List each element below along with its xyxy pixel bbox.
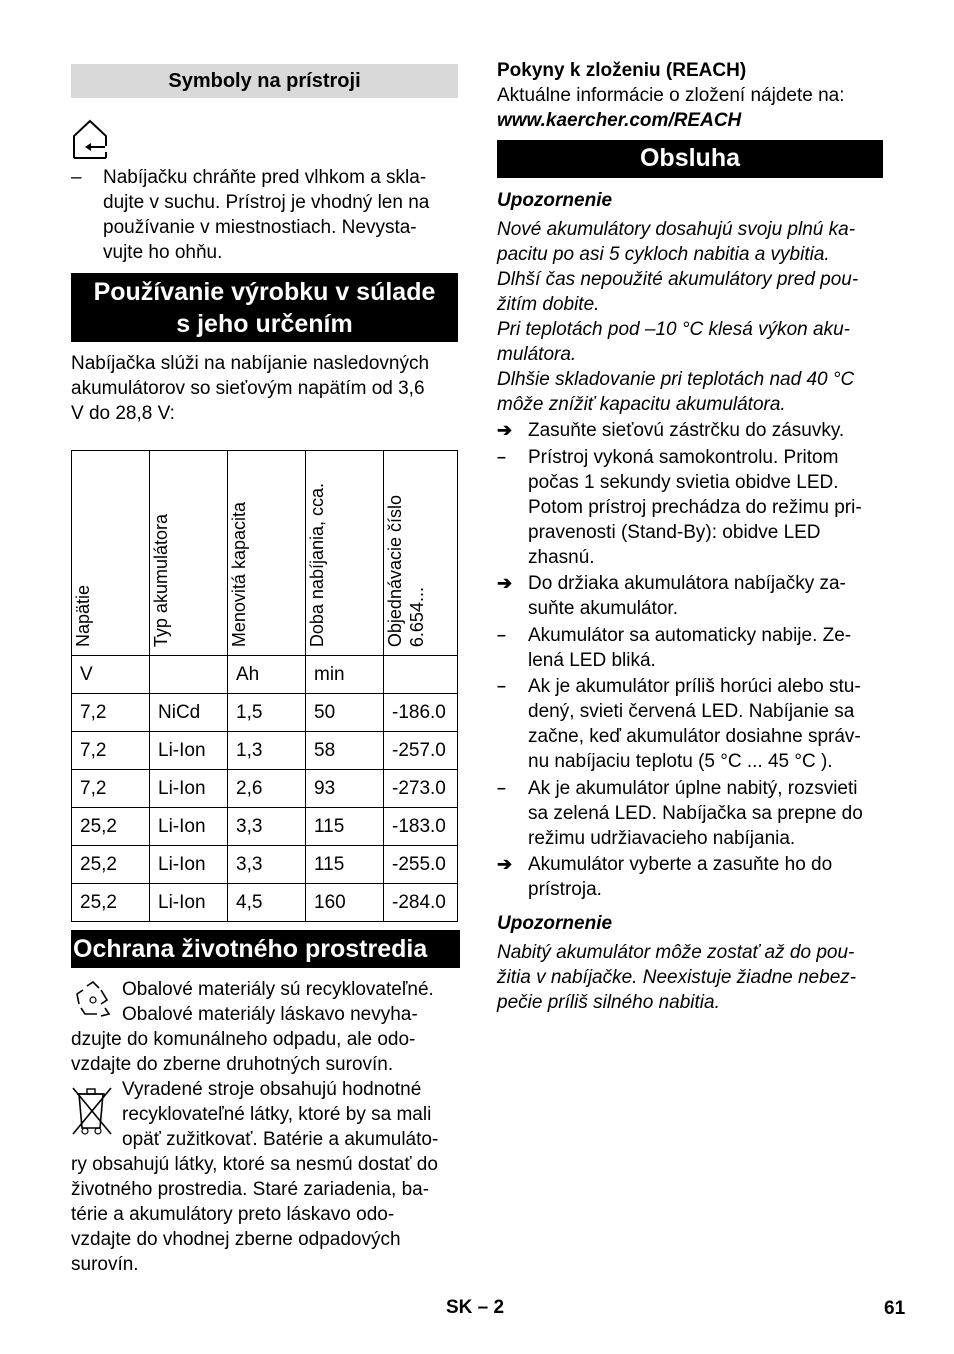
reach-text: Aktuálne informácie o zložení nájdete na: xyxy=(497,85,845,106)
table-cell: -284.0 xyxy=(384,884,458,922)
step-line: Zasuňte sieťovú zástrčku do zásuvky. xyxy=(528,420,845,441)
step-line: Do držiaka akumulátora nabíjačky za- xyxy=(528,573,846,594)
step-line: nu nabíjaciu teplotu (5 °C ... 45 °C ). xyxy=(528,751,833,772)
battery-table xyxy=(71,450,458,922)
text-line: žitím dobite. xyxy=(497,294,600,315)
note-text xyxy=(497,217,858,417)
column-header: Menovitá kapacita xyxy=(229,501,249,647)
text-line: Nabitý akumulátor môže zostať až do pou- xyxy=(497,942,855,963)
text-line: térie a akumulátory preto láskavo odo- xyxy=(71,1204,395,1225)
list-marker: – xyxy=(497,448,506,466)
usage-heading xyxy=(71,273,458,342)
text-line: recyklovateľné látky, ktoré by sa mali xyxy=(122,1104,432,1125)
table-cell: Li-Ion xyxy=(150,808,228,846)
table-cell: 3,3 xyxy=(228,846,306,884)
operation-heading: Obsluha xyxy=(497,140,883,178)
table-cell: 7,2 xyxy=(72,694,150,732)
env-text-disposal xyxy=(71,1077,438,1277)
step-line: lená LED bliká. xyxy=(528,649,656,671)
env-text-packaging xyxy=(71,977,434,1077)
table-cell: 115 xyxy=(306,846,384,884)
note2-text xyxy=(497,940,856,1015)
text-line: pečie príliš silného nabitia. xyxy=(497,992,720,1013)
step-line: prístroja. xyxy=(528,879,602,900)
table-header-row xyxy=(72,451,458,656)
table-cell: 2,6 xyxy=(228,770,306,808)
text-line: mulátora. xyxy=(497,344,577,365)
table-cell: Li-Ion xyxy=(150,846,228,884)
reach-title: Pokyny k zloženiu (REACH) xyxy=(497,60,747,81)
text-line: akumulátorov so sieťovým napätím od 3,6 xyxy=(71,378,425,399)
list-marker: – xyxy=(497,626,506,644)
text-line: Dlhší čas nepoužité akumulátory pred pou- xyxy=(497,269,859,290)
table-cell: 7,2 xyxy=(72,770,150,808)
symbols-heading: Symboly na prístroji xyxy=(71,64,458,98)
step-line: počas 1 sekundy svietia obidve LED. xyxy=(528,471,839,493)
table-cell: 4,5 xyxy=(228,884,306,922)
table-cell: 25,2 xyxy=(72,808,150,846)
list-marker: – xyxy=(497,779,506,797)
step-line: zhasnú. xyxy=(528,546,595,568)
text-line: Nové akumulátory dosahujú svoju plnú ka- xyxy=(497,219,856,240)
usage-heading-line1: Používanie výrobku v súlade xyxy=(93,278,436,306)
step-item xyxy=(497,852,883,902)
unit-cell: Ah xyxy=(228,656,306,694)
env-heading: Ochrana životného prostredia xyxy=(71,930,460,968)
table-cell: 115 xyxy=(306,808,384,846)
step-item xyxy=(497,674,883,774)
text-line: žitia v nabíjačke. Neexistuje žiadne nebez- xyxy=(497,967,857,988)
table-cell: Li-Ion xyxy=(150,770,228,808)
unit-cell xyxy=(384,656,458,694)
note2-label: Upozornenie xyxy=(497,913,613,934)
table-cell: 58 xyxy=(306,732,384,770)
indoor-use-icon xyxy=(71,118,113,162)
text-line: pacitu po asi 5 cykloch nabitia a vybitia. xyxy=(497,244,830,265)
step-line: Ak je akumulátor príliš horúci alebo stu- xyxy=(528,676,861,697)
step-line: režimu udržiavacieho nabíjania. xyxy=(528,827,796,849)
footer-section: SK – 2 xyxy=(446,1297,505,1318)
table-cell: NiCd xyxy=(150,694,228,732)
note-label: Upozornenie xyxy=(497,190,613,211)
list-marker: – xyxy=(71,167,82,188)
arrow-icon: ➔ xyxy=(497,573,513,593)
column-header: Objednávacie číslo xyxy=(385,494,405,647)
text-line: vzdajte do zberne druhotných surovín. xyxy=(71,1054,394,1075)
step-line: Akumulátor sa automaticky nabije. Ze- xyxy=(528,624,852,646)
text-line: Nabíjačku chráňte pred vlhkom a skla- xyxy=(103,167,427,188)
units-row xyxy=(72,656,458,694)
text-line: používanie v miestnostiach. Nevysta- xyxy=(103,217,417,238)
step-line: Ak je akumulátor úplne nabitý, rozsvieti xyxy=(528,777,858,799)
table-cell: -273.0 xyxy=(384,770,458,808)
text-line: surovín. xyxy=(71,1254,139,1275)
table-cell: 7,2 xyxy=(72,732,150,770)
step-line: suňte akumulátor. xyxy=(528,598,678,619)
table-cell: -183.0 xyxy=(384,808,458,846)
table-row xyxy=(72,770,458,808)
step-item xyxy=(497,445,883,570)
step-line: pravenosti (Stand-By): obidve LED xyxy=(528,521,821,543)
step-item xyxy=(497,418,883,443)
step-line: Akumulátor vyberte a zasuňte ho do xyxy=(528,854,833,875)
table-row xyxy=(72,732,458,770)
column-header: Typ akumulátora xyxy=(151,513,171,647)
table-cell: 93 xyxy=(306,770,384,808)
page-number: 61 xyxy=(884,1298,906,1319)
header-cell xyxy=(384,451,458,656)
text-line: Obalové materiály sú recyklovateľné. xyxy=(122,979,434,1000)
table-cell: Li-Ion xyxy=(150,732,228,770)
text-line: vzdajte do vhodnej zberne odpadových xyxy=(71,1229,401,1250)
header-cell xyxy=(306,451,384,656)
column-header: Napätie xyxy=(73,584,93,647)
step-line: dený, svieti červená LED. Nabíjanie sa xyxy=(528,701,855,722)
text-line: vujte ho ohňu. xyxy=(103,242,223,263)
text-line: V do 28,8 V: xyxy=(71,403,175,424)
text-line: Obalové materiály láskavo nevyha- xyxy=(122,1004,418,1025)
text-line: môže znížiť kapacitu akumulátora. xyxy=(497,394,786,415)
step-line: Prístroj vykoná samokontrolu. Pritom xyxy=(528,446,839,468)
reach-link[interactable]: www.kaercher.com/REACH xyxy=(497,110,742,131)
text-line: opäť zužitkovať. Batérie a akumuláto- xyxy=(122,1129,439,1150)
table-row xyxy=(72,884,458,922)
steps-list xyxy=(497,418,883,904)
table-row xyxy=(72,808,458,846)
header-cell xyxy=(72,451,150,656)
step-line: začne, keď akumulátor dosiahne správ- xyxy=(528,726,861,747)
table-cell: -186.0 xyxy=(384,694,458,732)
table-cell: 1,5 xyxy=(228,694,306,732)
step-item xyxy=(497,571,883,621)
table-cell: -257.0 xyxy=(384,732,458,770)
unit-cell xyxy=(150,656,228,694)
table-cell: 50 xyxy=(306,694,384,732)
step-line: sa zelená LED. Nabíjačka sa prepne do xyxy=(528,802,863,824)
usage-text xyxy=(71,351,429,426)
table-cell: -255.0 xyxy=(384,846,458,884)
arrow-icon: ➔ xyxy=(497,420,513,440)
text-line: Nabíjačka slúži na nabíjanie nasledovných xyxy=(71,353,430,374)
step-line: Potom prístroj prechádza do režimu pri- xyxy=(528,496,862,518)
column-header: Doba nabíjania, cca. xyxy=(307,482,327,647)
table-cell: 160 xyxy=(306,884,384,922)
unit-cell: V xyxy=(72,656,150,694)
step-item xyxy=(497,623,883,673)
table-row xyxy=(72,846,458,884)
list-marker: – xyxy=(497,678,506,695)
table-cell: 3,3 xyxy=(228,808,306,846)
text-line: Pri teplotách pod –10 °C klesá výkon aku- xyxy=(497,319,850,340)
header-cell xyxy=(150,451,228,656)
table-cell: 1,3 xyxy=(228,732,306,770)
column-header: 6.654... xyxy=(407,586,427,647)
unit-cell: min xyxy=(306,656,384,694)
text-line: dujte v suchu. Prístroj je vhodný len na xyxy=(103,192,430,213)
text-line: ry obsahujú látky, ktoré sa nesmú dostať do xyxy=(71,1154,438,1175)
text-line: dzujte do komunálneho odpadu, ale odo- xyxy=(71,1029,416,1050)
text-line: Vyradené stroje obsahujú hodnotné xyxy=(122,1079,422,1100)
step-item xyxy=(497,776,883,851)
table-cell: 25,2 xyxy=(72,846,150,884)
table-cell: Li-Ion xyxy=(150,884,228,922)
text-line: životného prostredia. Staré zariadenia, ba- xyxy=(71,1179,430,1200)
arrow-icon: ➔ xyxy=(497,854,513,874)
header-cell xyxy=(228,451,306,656)
table-cell: 25,2 xyxy=(72,884,150,922)
usage-heading-line2: s jeho určením xyxy=(176,310,353,338)
table-row xyxy=(72,694,458,732)
symbol-bullet-text xyxy=(103,165,429,265)
text-line: Dlhšie skladovanie pri teplotách nad 40 °C xyxy=(497,369,855,390)
